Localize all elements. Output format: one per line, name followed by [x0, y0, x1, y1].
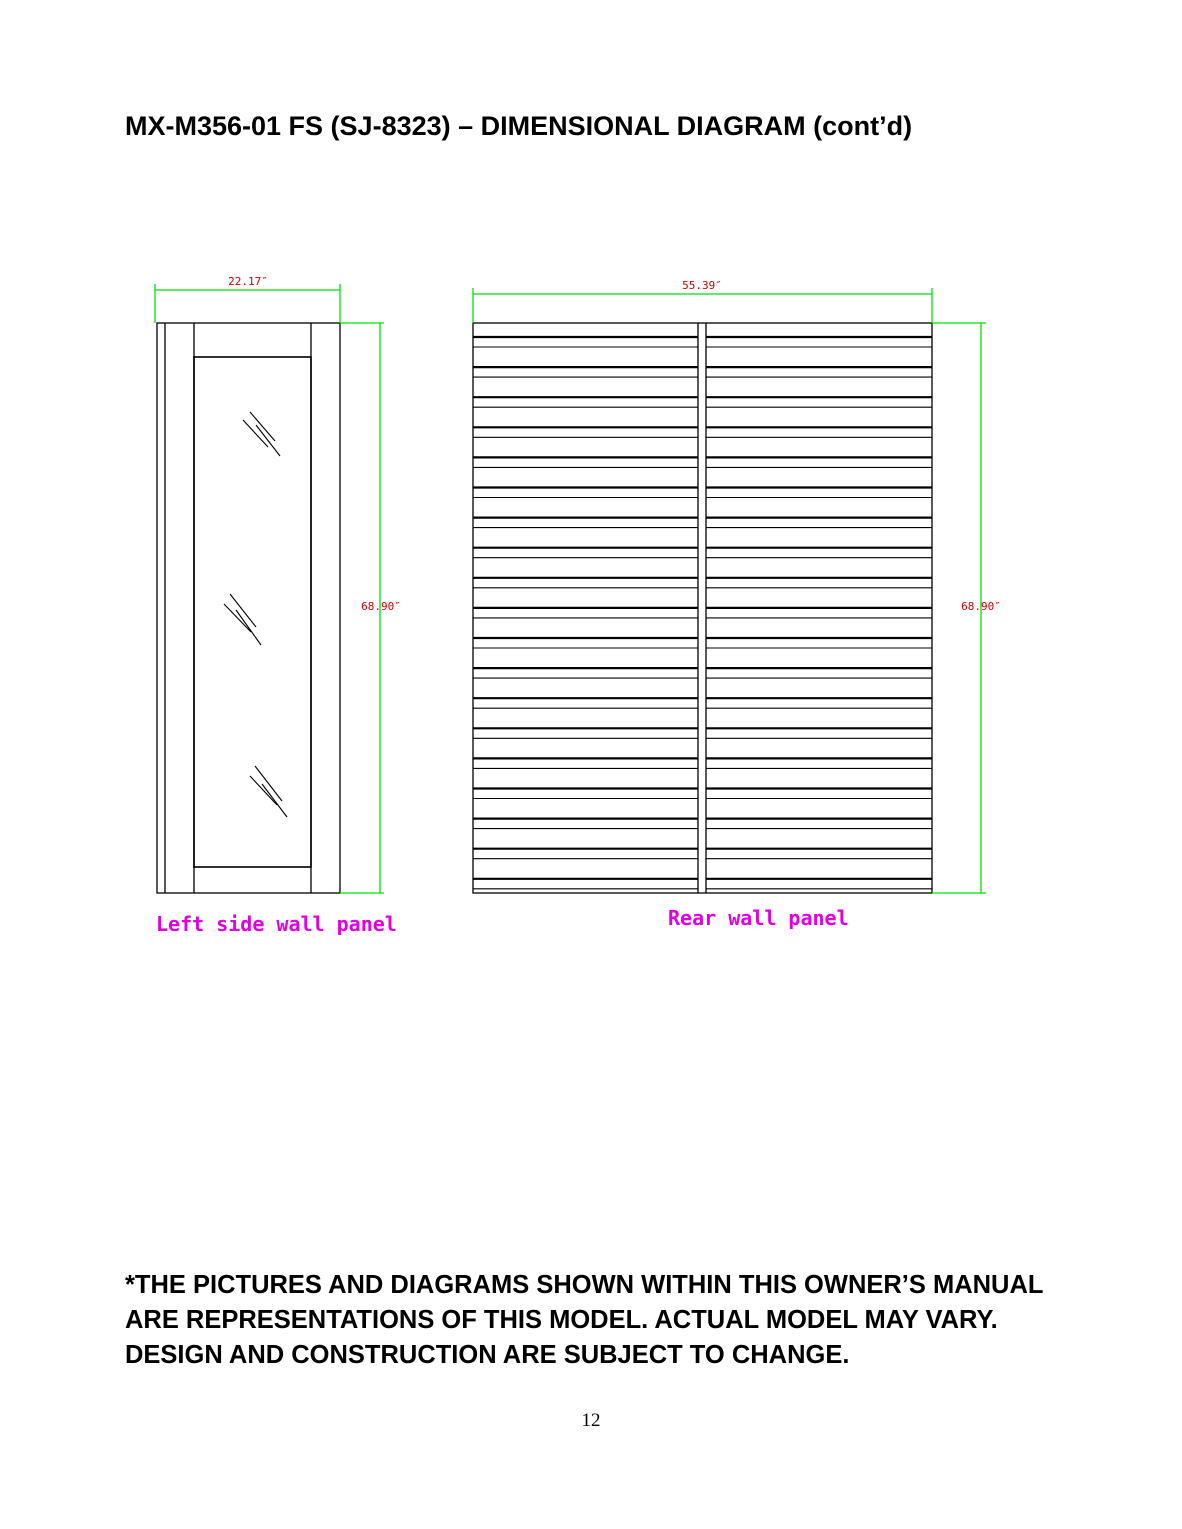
page-number: 12	[581, 1410, 601, 1431]
left-panel-height-label: 68.90″	[361, 600, 401, 613]
glass-reflection-marks	[224, 412, 287, 817]
disclaimer-text: *THE PICTURES AND DIAGRAMS SHOWN WITHIN THIS OWNER’S MANUAL ARE REPRESENTATIONS OF THIS MODEL. ACTUAL MODEL MAY VARY. DESIGN AND CONSTRUCTION ARE SUBJECT TO CHANGE.	[125, 1271, 1043, 1369]
rear-panel-width-label: 55.39″	[682, 279, 722, 292]
rear-wall-panel	[473, 323, 932, 893]
left-panel-label: Left side wall panel	[156, 912, 397, 936]
left-side-wall-panel	[157, 323, 340, 893]
left-panel-width-dimension	[155, 284, 340, 323]
rear-panel-label: Rear wall panel	[668, 906, 849, 930]
rear-panel-slats	[473, 337, 932, 889]
page-title: MX-M356-01 FS (SJ-8323) – DIMENSIONAL DIAGRAM (cont’d)	[125, 111, 913, 141]
rear-panel-height-label: 68.90″	[961, 600, 1001, 613]
left-panel-outline	[157, 323, 340, 893]
glass-pane	[194, 357, 311, 867]
rear-panel-width-dimension	[473, 288, 932, 323]
left-panel-width-label: 22.17″	[228, 275, 268, 288]
